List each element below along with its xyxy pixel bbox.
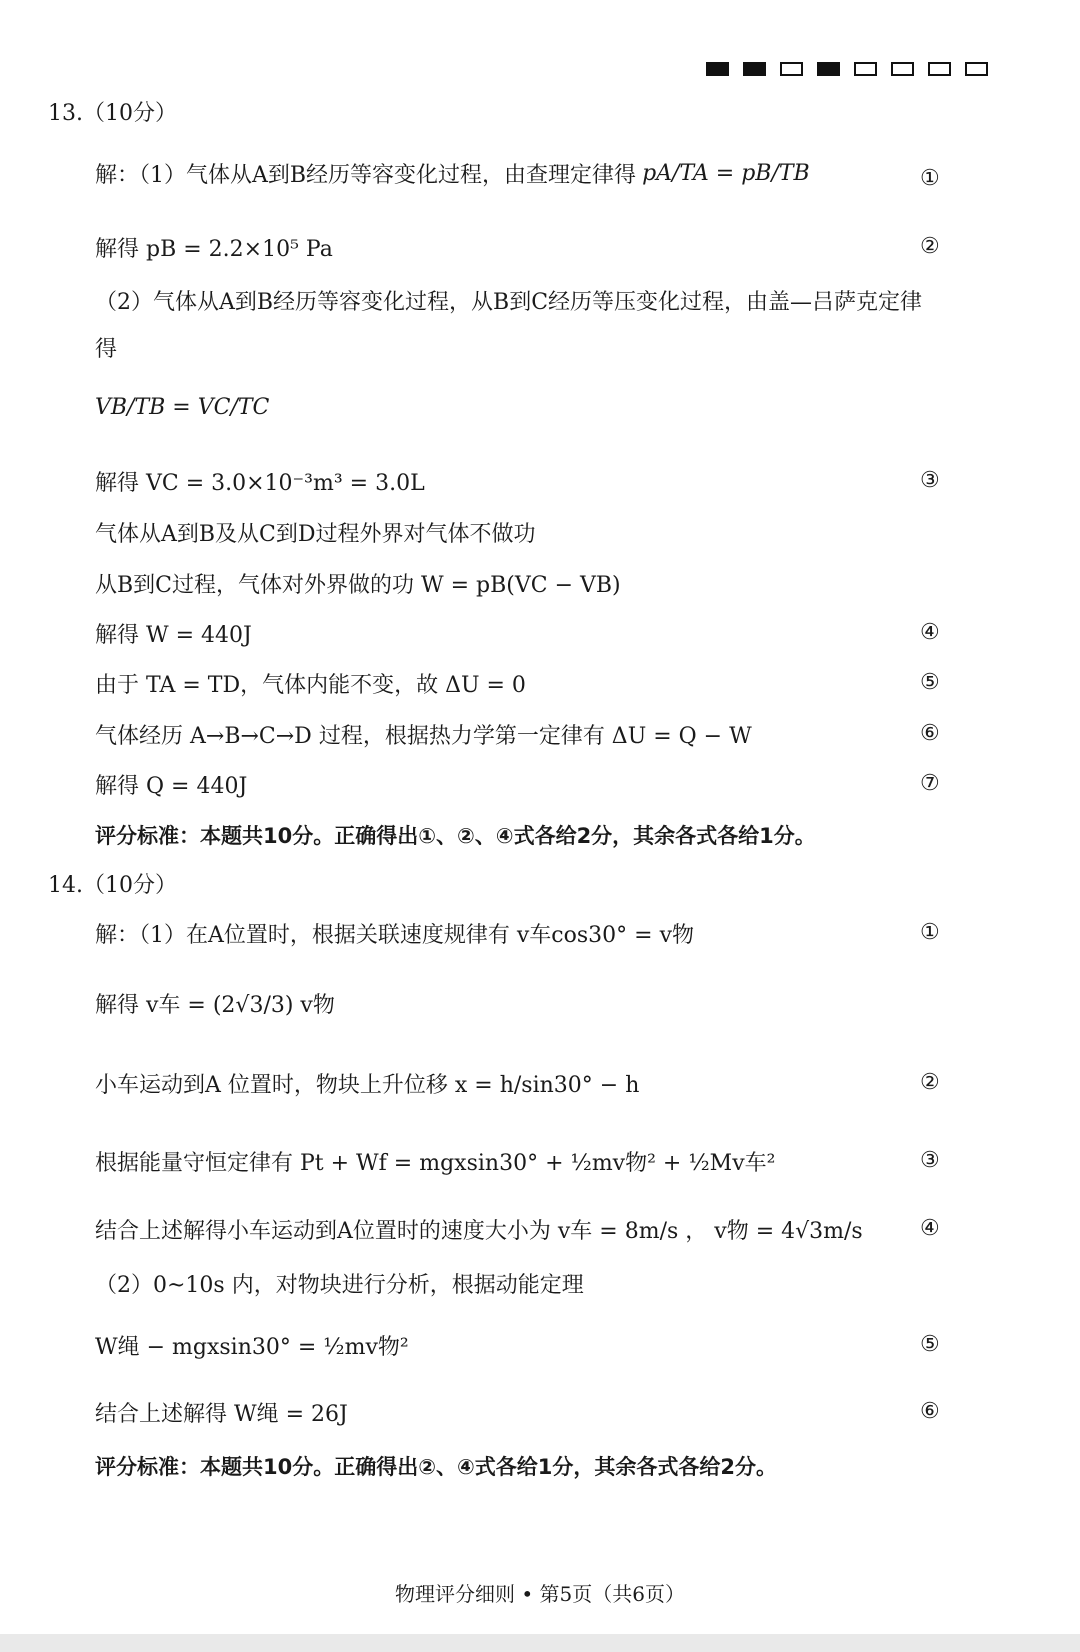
- p14-line-5: 结合上述解得小车运动到A位置时的速度大小为 v车 = 8m/s ， v物 = 4√3m/s: [95, 1219, 863, 1244]
- block-filled-icon: [817, 62, 840, 76]
- p13-line-12: 解得 Q = 440J: [95, 774, 248, 799]
- p13-line-7: 气体从A到B及从C到D过程外界对气体不做功: [95, 522, 536, 547]
- p13-line-1: 解：（1）气体从A到B经历等容变化过程，由查理定律得 pA/TA = pB/TB: [95, 161, 810, 188]
- answer-sheet-blocks: [706, 62, 988, 76]
- p14-line-1: 解：（1）在A位置时，根据关联速度规律有 v车cos30° = v物: [95, 923, 695, 948]
- mark-2: ②: [920, 234, 940, 259]
- block-filled-icon: [743, 62, 766, 76]
- block-empty-icon: [928, 62, 951, 76]
- mark-6: ⑥: [920, 1399, 940, 1424]
- p14-scoring-standard: 评分标准：本题共10分。正确得出②、④式各给1分，其余各式各给2分。: [95, 1455, 778, 1479]
- p13-line-11: 气体经历 A→B→C→D 过程，根据热力学第一定律有 ΔU = Q − W: [95, 724, 752, 749]
- mark-5: ⑤: [920, 1332, 940, 1357]
- block-empty-icon: [965, 62, 988, 76]
- mark-5: ⑤: [920, 670, 940, 695]
- mark-1: ①: [920, 920, 940, 945]
- block-empty-icon: [891, 62, 914, 76]
- mark-3: ③: [920, 468, 940, 493]
- mark-7: ⑦: [920, 771, 940, 796]
- mark-4: ④: [920, 1216, 940, 1241]
- p13-line-6: 解得 VC = 3.0×10⁻³m³ = 3.0L: [95, 471, 425, 496]
- p14-line-2: 解得 v车 = (2√3/3) v物: [95, 993, 335, 1018]
- block-filled-icon: [706, 62, 729, 76]
- mark-1: ①: [920, 166, 940, 191]
- block-empty-icon: [780, 62, 803, 76]
- p14-line-4: 根据能量守恒定律有 Pt + Wf = mgxsin30° + ½mv物² + ½Mv车²: [95, 1151, 776, 1176]
- p13-line-3: （2）气体从A到B经历等容变化过程，从B到C经历等压变化过程，由盖—吕萨克定律: [95, 290, 923, 315]
- mark-6: ⑥: [920, 721, 940, 746]
- p13-line-2: 解得 pB = 2.2×10⁵ Pa: [95, 237, 333, 262]
- p13-line-8: 从B到C过程，气体对外界做的功 W = pB(VC − VB): [95, 573, 621, 598]
- mark-4: ④: [920, 620, 940, 645]
- mark-2: ②: [920, 1070, 940, 1095]
- mark-3: ③: [920, 1148, 940, 1173]
- p13-line-5: VB/TB = VC/TC: [95, 395, 270, 420]
- p13-scoring-standard: 评分标准：本题共10分。正确得出①、②、④式各给2分，其余各式各给1分。: [95, 824, 816, 848]
- p14-line-7: W绳 − mgxsin30° = ½mv物²: [95, 1335, 409, 1360]
- problem-14-heading: 14.（10分）: [48, 873, 177, 898]
- p14-line-3: 小车运动到A 位置时，物块上升位移 x = h/sin30° − h: [95, 1073, 640, 1098]
- p14-line-8: 结合上述解得 W绳 = 26J: [95, 1402, 348, 1427]
- block-empty-icon: [854, 62, 877, 76]
- p13-line-10: 由于 TA = TD，气体内能不变，故 ΔU = 0: [95, 673, 526, 698]
- p13-line-9: 解得 W = 440J: [95, 623, 252, 648]
- p13-line-4: 得: [95, 337, 118, 362]
- problem-13-heading: 13.（10分）: [48, 101, 177, 126]
- page-footer: 物理评分细则 • 第5页（共6页）: [395, 1582, 685, 1606]
- p14-line-6: （2）0~10s 内，对物块进行分析，根据动能定理: [95, 1273, 584, 1298]
- scan-bottom-edge: [0, 1634, 1080, 1652]
